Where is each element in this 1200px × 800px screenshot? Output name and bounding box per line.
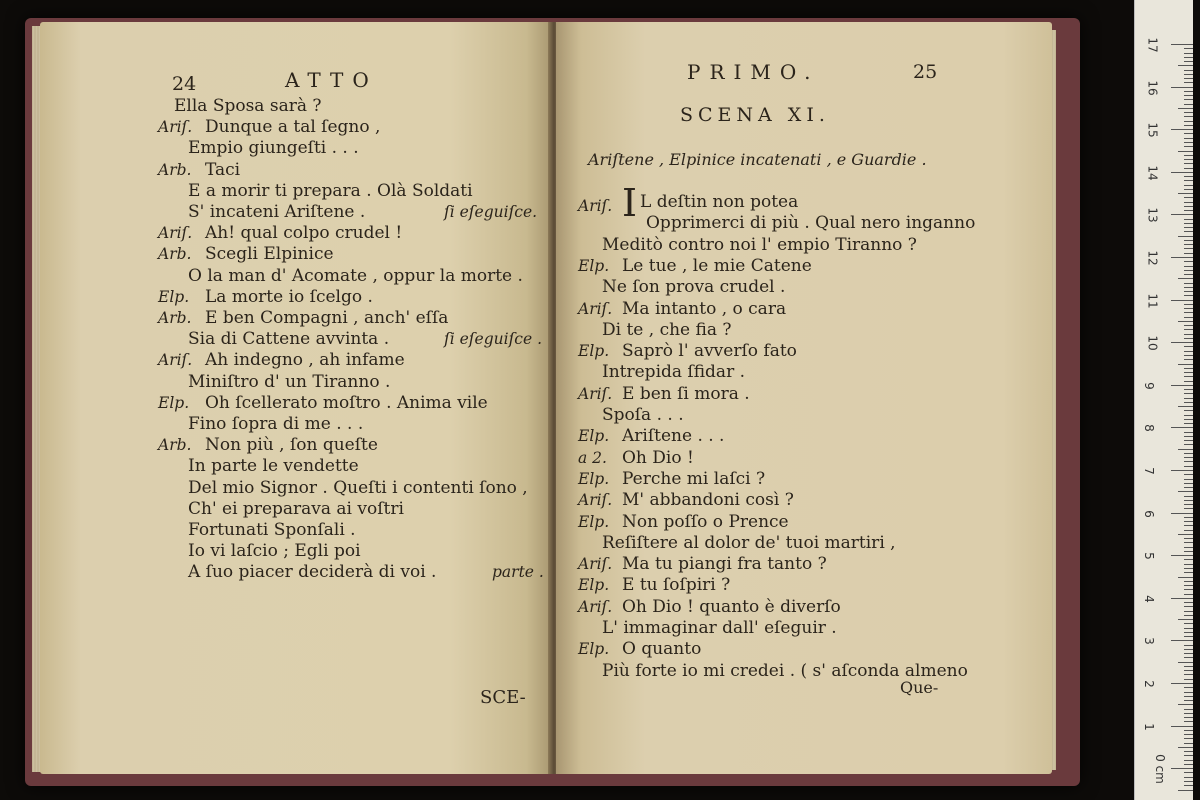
ruler-tick [1171, 513, 1193, 514]
ruler-tick [1184, 709, 1193, 710]
ruler-tick [1171, 385, 1193, 386]
ruler-tick [1171, 555, 1193, 556]
ruler-tick [1184, 564, 1193, 565]
ruler-tick [1184, 329, 1193, 330]
ruler-number: 10 [1145, 335, 1160, 351]
ruler-tick [1184, 372, 1193, 373]
ruler-tick [1184, 248, 1193, 249]
ruler-tick [1184, 112, 1193, 113]
ruler-tick [1184, 266, 1193, 267]
speaker-name: Ariſ. [158, 118, 193, 137]
ruler-number: 14 [1145, 165, 1160, 181]
ruler-number: 0 cm [1152, 754, 1167, 785]
verse-line: Miniſtro d' un Tiranno . [188, 371, 391, 392]
speaker-name: Ariſ. [158, 351, 193, 370]
verse-line: L' immaginar dall' eſeguir . [602, 618, 837, 638]
ruler-tick [1178, 790, 1193, 791]
ruler-tick [1184, 700, 1193, 701]
verse-line: E a morir ti prepara . Olà Soldati [188, 180, 473, 201]
scene-title: SCENA XI. [680, 104, 830, 126]
drop-cap: I [622, 181, 638, 225]
ruler-number: 17 [1145, 37, 1160, 53]
speaker-name: Elp. [578, 640, 610, 659]
ruler-tick [1184, 781, 1193, 782]
ruler-tick [1184, 261, 1193, 262]
ruler-tick [1184, 70, 1193, 71]
ruler-tick [1184, 389, 1193, 390]
ruler-tick [1184, 210, 1193, 211]
verse-line: Le tue , le mie Catene [622, 255, 812, 276]
verse-line: Opprimerci di più . Qual nero inganno [646, 213, 976, 234]
ruler-tick [1178, 449, 1193, 450]
verse-line: Taci [205, 159, 241, 180]
ruler-tick [1184, 602, 1193, 603]
speaker-name: Elp. [158, 393, 190, 412]
ruler-tick [1184, 679, 1193, 680]
verse-line: Ella Sposa sarà ? [174, 96, 322, 116]
verse-line: Oh Dio ! quanto è diverſo [622, 596, 841, 617]
ruler-tick [1184, 496, 1193, 497]
verse-line: E ben ſi mora . [622, 383, 750, 404]
ruler-tick [1184, 99, 1193, 100]
ruler-tick [1184, 312, 1193, 313]
ruler-tick [1184, 176, 1193, 177]
ruler-number: 11 [1145, 292, 1160, 309]
ruler-tick [1178, 704, 1193, 705]
ruler-number: 2 [1141, 680, 1156, 688]
ruler-tick [1184, 432, 1193, 433]
speaker-name: Arb. [158, 309, 192, 327]
stage-direction: parte . [492, 563, 544, 582]
verse-line: S' incateni Ariſtene . [188, 202, 366, 222]
ruler-tick [1184, 542, 1193, 543]
ruler-tick [1184, 351, 1193, 352]
ruler-tick [1184, 636, 1193, 637]
ruler-tick [1184, 231, 1193, 232]
ruler-tick [1184, 751, 1193, 752]
speaker-name: Ariſ. [578, 597, 613, 616]
verse-line: Del mio Signor . Queſti i contenti ſono , [188, 477, 528, 498]
ruler-number: 4 [1141, 594, 1156, 603]
ruler-tick [1184, 304, 1193, 305]
ruler-tick [1184, 500, 1193, 501]
speaker-name: Elp. [578, 512, 610, 531]
ruler-tick [1184, 402, 1193, 403]
ruler-tick [1178, 577, 1193, 578]
stage-direction: ſi eſeguiſce. [444, 203, 538, 221]
speaker-name: Arb. [158, 160, 192, 179]
ruler-tick [1184, 325, 1193, 326]
verse-line: M' abbandoni così ? [622, 490, 794, 511]
ruler-tick [1184, 632, 1193, 633]
ruler-tick [1184, 461, 1193, 462]
ruler-tick [1184, 508, 1193, 509]
ruler-tick [1171, 214, 1193, 215]
ruler-tick [1184, 415, 1193, 416]
ruler-tick [1178, 534, 1193, 535]
ruler-tick [1171, 683, 1193, 684]
ruler-number: 12 [1145, 250, 1160, 266]
ruler-tick [1171, 342, 1193, 343]
ruler-tick [1184, 48, 1193, 49]
ruler-tick [1178, 236, 1193, 237]
ruler-tick [1184, 611, 1193, 612]
ruler-tick [1184, 645, 1193, 646]
ruler-tick [1184, 551, 1193, 552]
verse-line: Saprò l' avverſo fato [622, 341, 797, 362]
ruler-tick [1184, 398, 1193, 399]
speaker-name: a 2. [578, 448, 607, 467]
ruler-tick [1184, 82, 1193, 83]
ruler-tick [1184, 410, 1193, 411]
verse-line: Non più , ſon queſte [205, 435, 378, 456]
ruler-number: 6 [1141, 509, 1156, 518]
ruler-tick [1184, 530, 1193, 531]
verse-line: Fortunati Sponſali . [188, 520, 356, 540]
verse-line: Ariſtene . . . [622, 426, 725, 447]
speaker-name: Elp. [578, 342, 610, 361]
verse-line: Fino ſopra di me . . . [188, 414, 364, 434]
ruler-tick [1184, 674, 1193, 675]
ruler-tick [1184, 457, 1193, 458]
ruler-tick [1184, 772, 1193, 773]
ruler-tick [1184, 159, 1193, 160]
ruler-tick [1184, 180, 1193, 181]
verse-line: E tu ſoſpiri ? [622, 575, 731, 596]
ruler-tick [1178, 193, 1193, 194]
verse-line: Oh Dio ! [622, 447, 694, 468]
verse-line: Io vi laſcio ; Egli poi [188, 541, 361, 562]
verse-line: Empio giungeſti . . . [188, 138, 359, 159]
ruler-tick [1184, 487, 1193, 488]
ruler-tick [1184, 649, 1193, 650]
ruler-tick [1184, 116, 1193, 117]
ruler-tick [1184, 376, 1193, 377]
ruler-tick [1184, 104, 1193, 105]
speaker-name: Ariſ. [578, 384, 613, 403]
speaker-name: Elp. [578, 256, 610, 275]
ruler-tick [1184, 168, 1193, 169]
right-catchword: Que- [900, 678, 939, 697]
ruler-tick [1184, 568, 1193, 569]
ruler-tick [1178, 65, 1193, 66]
ruler-tick [1184, 743, 1193, 744]
ruler-tick [1184, 474, 1193, 475]
ruler-number: 1 [1141, 722, 1156, 731]
ruler-tick [1178, 619, 1193, 620]
ruler-tick [1184, 581, 1193, 582]
ruler-tick [1184, 125, 1193, 126]
ruler-tick [1184, 346, 1193, 347]
verse-line: Sia di Cattene avvinta . [188, 329, 390, 350]
ruler-tick [1184, 185, 1193, 186]
ruler-tick [1184, 670, 1193, 671]
ruler-tick [1178, 747, 1193, 748]
ruler-tick [1184, 453, 1193, 454]
speaker-name: Arb. [158, 436, 192, 455]
ruler-tick [1184, 381, 1193, 382]
ruler-tick [1171, 129, 1193, 130]
ruler-tick [1184, 393, 1193, 394]
ruler-tick [1184, 521, 1193, 522]
ruler-tick [1184, 623, 1193, 624]
ruler-tick [1184, 572, 1193, 573]
ruler-tick [1184, 274, 1193, 275]
ruler-tick [1184, 359, 1193, 360]
left-running-head: ATTO [285, 68, 378, 92]
ruler-number: 7 [1141, 467, 1156, 475]
ruler-tick [1184, 687, 1193, 688]
ruler-tick [1184, 61, 1193, 62]
ruler-tick [1171, 300, 1193, 301]
ruler-number: 15 [1145, 122, 1160, 138]
ruler-tick [1184, 206, 1193, 207]
ruler-tick [1171, 44, 1193, 45]
first-speaker: Ariſ. [578, 197, 613, 215]
verse-line: Scegli Elpinice [205, 244, 334, 265]
ruler-tick [1184, 253, 1193, 254]
verse-line: In parte le vendette [188, 456, 359, 477]
ruler-tick [1184, 666, 1193, 667]
ruler-tick [1184, 163, 1193, 164]
ruler-tick [1184, 244, 1193, 245]
verse-line: Ne ſon prova crudel . [602, 277, 786, 298]
ruler-tick [1184, 308, 1193, 309]
verse-line: Dunque a tal ſegno , [205, 117, 381, 138]
measurement-ruler [1134, 0, 1193, 800]
ruler-tick [1171, 768, 1193, 769]
ruler-tick [1184, 755, 1193, 756]
ruler-tick [1184, 138, 1193, 139]
verse-line: Non poſſo o Prence [622, 511, 789, 532]
ruler-tick [1178, 662, 1193, 663]
ruler-tick [1184, 615, 1193, 616]
ruler-tick [1184, 155, 1193, 156]
stage-direction: ſi eſeguiſce . [444, 330, 543, 349]
ruler-number: 9 [1141, 381, 1156, 390]
ruler-tick [1171, 257, 1193, 258]
verse-line: A ſuo piacer deciderà di voi . [188, 562, 437, 583]
ruler-tick [1184, 74, 1193, 75]
ruler-number: 16 [1145, 79, 1160, 96]
speaker-name: Elp. [578, 427, 610, 446]
ruler-tick [1184, 291, 1193, 292]
ruler-tick [1184, 227, 1193, 228]
speaker-name: Ariſ. [578, 491, 613, 510]
ruler-tick [1184, 730, 1193, 731]
verse-line: Ma tu piangi fra tanto ? [622, 554, 827, 575]
ruler-tick [1184, 219, 1193, 220]
left-catchword: SCE- [480, 687, 526, 708]
ruler-tick [1184, 121, 1193, 122]
verse-line: Meditò contro noi l' empio Tiranno ? [602, 234, 917, 255]
ruler-tick [1178, 151, 1193, 152]
ruler-tick [1184, 483, 1193, 484]
ruler-number: 5 [1141, 552, 1156, 561]
ruler-tick [1171, 640, 1193, 641]
verse-line: O quanto [622, 639, 702, 660]
speaker-name: Elp. [578, 469, 610, 488]
speaker-name: Ariſ. [158, 224, 193, 243]
ruler-tick [1184, 559, 1193, 560]
ruler-tick [1184, 91, 1193, 92]
ruler-tick [1184, 692, 1193, 693]
verse-line: Intrepida ſfidar . [602, 362, 746, 383]
verse-line: Perche mi laſci ? [622, 468, 766, 489]
ruler-tick [1184, 440, 1193, 441]
speaker-name: Ariſ. [578, 299, 613, 318]
ruler-tick [1171, 427, 1193, 428]
ruler-tick [1184, 657, 1193, 658]
ruler-tick [1184, 436, 1193, 437]
ruler-tick [1184, 223, 1193, 224]
ruler-tick [1184, 721, 1193, 722]
verse-line: O la man d' Acomate , oppur la morte . [188, 265, 523, 286]
ruler-tick [1184, 368, 1193, 369]
ruler-tick [1178, 406, 1193, 407]
ruler-tick [1184, 133, 1193, 134]
ruler-tick [1178, 364, 1193, 365]
verse-line: E ben Compagni , anch' eſſa [205, 308, 449, 328]
ruler-tick [1171, 470, 1193, 471]
ruler-tick [1184, 57, 1193, 58]
verse-line: Spoſa . . . [602, 405, 684, 425]
verse-line: L deſtin non potea [640, 192, 799, 212]
verse-line: Ma intanto , o cara [622, 298, 787, 319]
ruler-number: 8 [1141, 424, 1156, 433]
right-page-number: 25 [913, 61, 938, 83]
ruler-tick [1178, 321, 1193, 322]
ruler-tick [1184, 764, 1193, 765]
verse-line: Oh ſcellerato moſtro . Anima vile [205, 392, 488, 413]
ruler-tick [1184, 713, 1193, 714]
ruler-tick [1184, 317, 1193, 318]
ruler-tick [1184, 517, 1193, 518]
ruler-tick [1184, 270, 1193, 271]
verse-line: Più forte io mi credei . ( s' aſconda almeno [602, 660, 968, 681]
ruler-tick [1184, 338, 1193, 339]
verse-line: Di te , che fia ? [602, 319, 732, 340]
ruler-tick [1171, 87, 1193, 88]
ruler-tick [1184, 466, 1193, 467]
ruler-tick [1171, 598, 1193, 599]
ruler-tick [1184, 585, 1193, 586]
ruler-tick [1184, 295, 1193, 296]
ruler-tick [1184, 734, 1193, 735]
ruler-tick [1184, 355, 1193, 356]
ruler-number: 3 [1141, 637, 1156, 646]
ruler-tick [1184, 547, 1193, 548]
ruler-tick [1184, 283, 1193, 284]
ruler-tick [1184, 589, 1193, 590]
ruler-tick [1184, 760, 1193, 761]
ruler-tick [1184, 202, 1193, 203]
left-page-number: 24 [172, 73, 197, 95]
ruler-tick [1184, 444, 1193, 445]
ruler-tick [1184, 197, 1193, 198]
ruler-tick [1184, 785, 1193, 786]
speaker-name: Arb. [158, 245, 192, 264]
ruler-tick [1171, 726, 1193, 727]
ruler-tick [1184, 189, 1193, 190]
ruler-number: 13 [1145, 207, 1160, 224]
ruler-tick [1184, 525, 1193, 526]
ruler-tick [1184, 78, 1193, 79]
verse-line: La morte io ſcelgo . [205, 286, 373, 307]
right-running-head: PRIMO. [687, 60, 820, 84]
ruler-tick [1184, 95, 1193, 96]
verse-line: Ah indegno , ah infame [205, 350, 405, 371]
ruler-tick [1184, 628, 1193, 629]
ruler-tick [1184, 696, 1193, 697]
speaker-name: Elp. [578, 576, 610, 595]
ruler-tick [1184, 653, 1193, 654]
ruler-tick [1184, 53, 1193, 54]
ruler-tick [1184, 142, 1193, 143]
ruler-tick [1171, 172, 1193, 173]
ruler-tick [1184, 287, 1193, 288]
ruler-tick [1184, 423, 1193, 424]
ruler-tick [1184, 240, 1193, 241]
ruler-tick [1184, 146, 1193, 147]
verse-line: Ah! qual colpo crudel ! [205, 223, 403, 244]
ruler-tick [1184, 419, 1193, 420]
ruler-tick [1184, 777, 1193, 778]
ruler-tick [1184, 594, 1193, 595]
ruler-tick [1184, 504, 1193, 505]
ruler-tick [1184, 606, 1193, 607]
ruler-tick [1184, 479, 1193, 480]
ruler-tick [1184, 717, 1193, 718]
verse-line: Reſiſtere al dolor de' tuoi martiri , [602, 532, 896, 553]
verse-line: Ch' ei preparava ai voſtri [188, 498, 404, 519]
ruler-tick [1178, 108, 1193, 109]
ruler-tick [1184, 538, 1193, 539]
speaker-name: Elp. [158, 287, 190, 306]
ruler-tick [1178, 278, 1193, 279]
ruler-tick [1178, 491, 1193, 492]
cast-line: Ariſtene , Elpinice incatenati , e Guardie . [588, 150, 927, 169]
ruler-tick [1184, 334, 1193, 335]
speaker-name: Ariſ. [578, 555, 613, 574]
ruler-tick [1184, 738, 1193, 739]
